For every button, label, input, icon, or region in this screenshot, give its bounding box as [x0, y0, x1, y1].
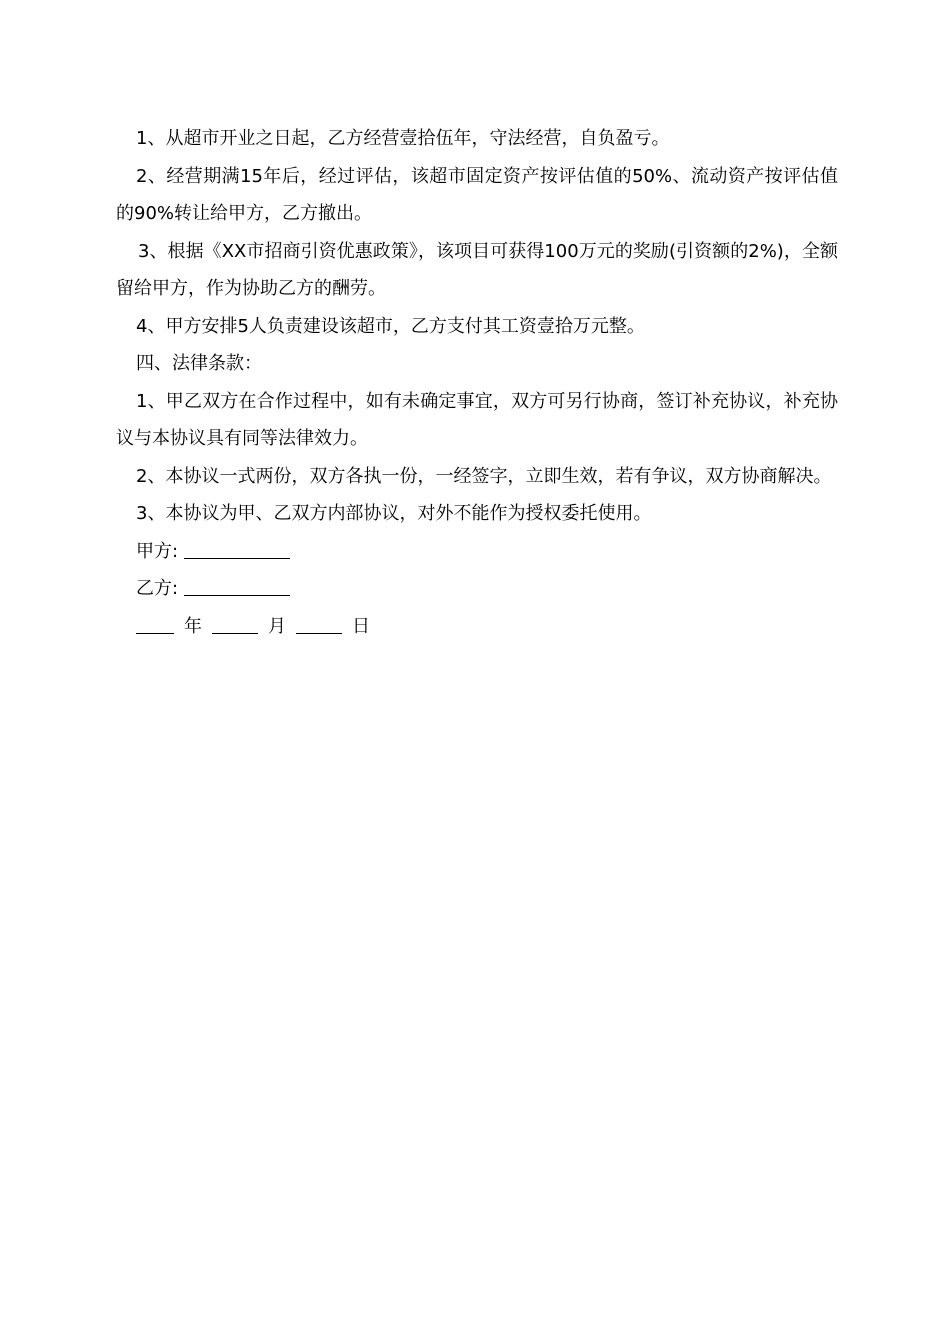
- party-a-signature-blank[interactable]: [184, 538, 290, 559]
- party-a-label: 甲方:: [136, 540, 179, 562]
- month-label: 月: [268, 615, 286, 637]
- day-label: 日: [352, 615, 370, 637]
- month-blank[interactable]: [212, 613, 258, 634]
- clause-3: 3、根据《XX市招商引资优惠政策》，该项目可获得100万元的奖励(引资额的2%)，全额留给甲方，作为协助乙方的酬劳。: [116, 240, 838, 299]
- year-blank[interactable]: [136, 613, 174, 634]
- legal-clause-2: 2、本协议一式两份，双方各执一份，一经签字，立即生效，若有争议，双方协商解决。: [136, 465, 832, 487]
- day-blank[interactable]: [296, 613, 342, 634]
- clause-4: 4、甲方安排5人负责建设该超市，乙方支付其工资壹拾万元整。: [136, 315, 645, 337]
- party-b-signature-line: [116, 570, 838, 608]
- clause-1: 1、从超市开业之日起，乙方经营壹拾伍年，守法经营，自负盈亏。: [136, 128, 670, 149]
- legal-clause-3: 3、本协议为甲、乙双方内部协议，对外不能作为授权委托使用。: [136, 503, 652, 524]
- party-a-signature-line: [116, 533, 838, 571]
- party-b-signature-blank[interactable]: [184, 575, 290, 596]
- year-label: 年: [184, 615, 202, 637]
- section-heading-legal: 四、法律条款：: [136, 353, 262, 374]
- document-body: [116, 120, 838, 645]
- legal-clause-1: 1、甲乙双方在合作过程中，如有未确定事宜，双方可另行协商，签订补充协议，补充协议与本协议具有同等法律效力。: [116, 390, 838, 449]
- party-b-label: 乙方:: [136, 578, 179, 599]
- date-line: [116, 608, 838, 646]
- clause-2: 2、经营期满15年后，经过评估，该超市固定资产按评估值的50%、流动资产按评估值的90%转让给甲方，乙方撤出。: [116, 165, 838, 224]
